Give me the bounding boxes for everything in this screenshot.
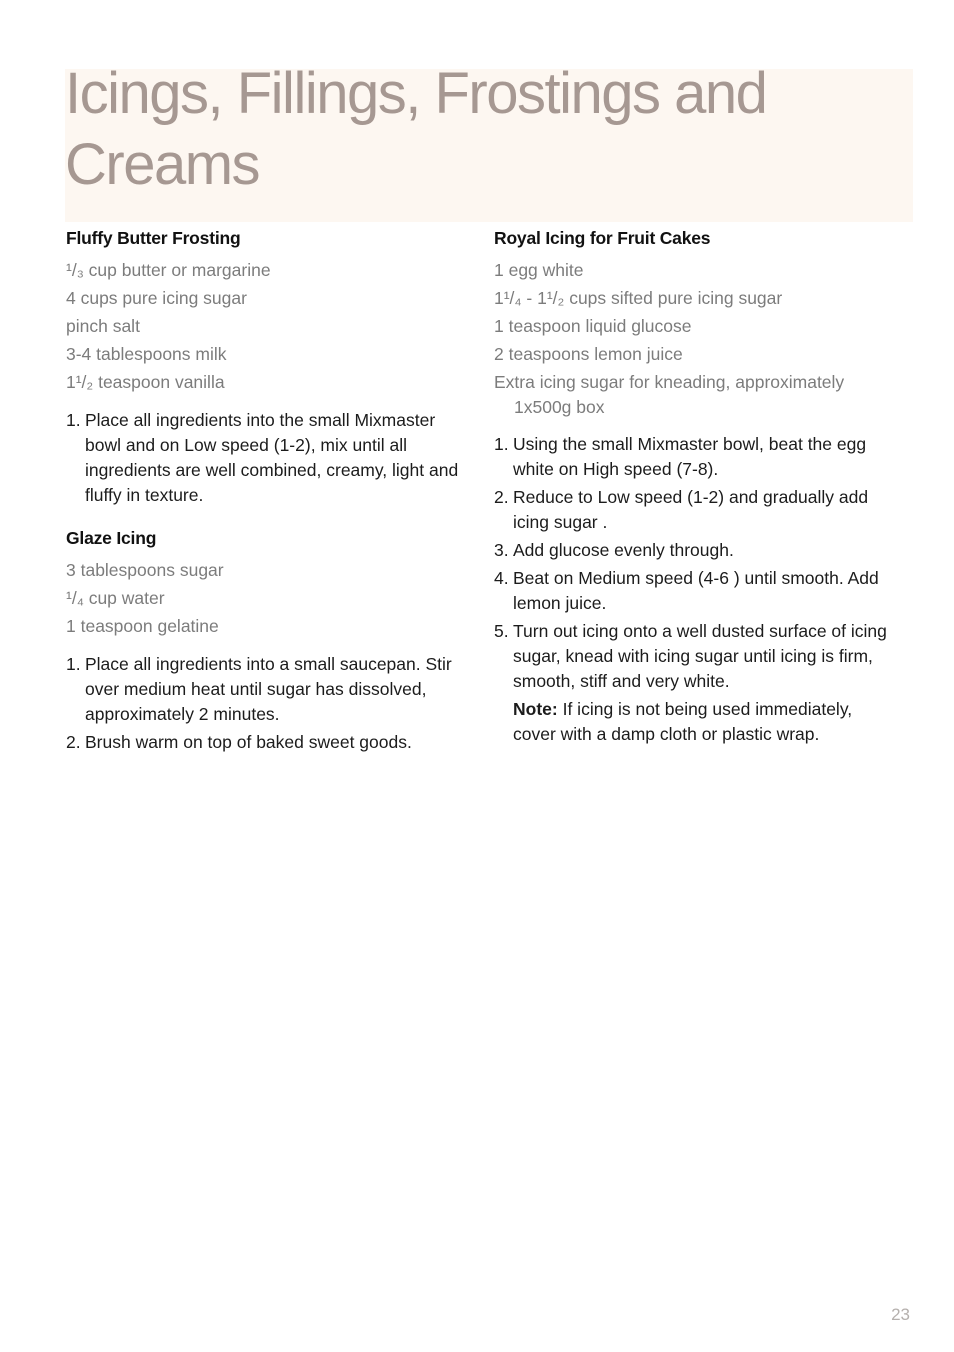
ingredient-list	[66, 556, 466, 640]
method-step	[494, 432, 889, 482]
method-step	[494, 566, 889, 616]
ingredient-item: 1¹/₂ teaspoon vanilla	[66, 372, 225, 392]
step-number: 3.	[494, 540, 509, 560]
method-step	[66, 730, 466, 755]
ingredient-item: 1 egg white	[494, 260, 584, 280]
method-steps	[66, 652, 466, 755]
method-steps	[66, 408, 466, 508]
step-number: 1.	[66, 654, 81, 674]
step-text: Turn out icing onto a well dusted surface of icing sugar, knead with icing sugar until icing is firm, smooth, stiff and very white.	[513, 621, 887, 691]
method-step	[66, 408, 466, 508]
ingredient-item: 3 tablespoons sugar	[66, 560, 224, 580]
step-text: Brush warm on top of baked sweet goods.	[85, 732, 412, 752]
step-text: Using the small Mixmaster bowl, beat the egg white on High speed (7-8).	[513, 434, 867, 479]
ingredient-item: 3-4 tablespoons milk	[66, 344, 227, 364]
ingredient-item: 1 teaspoon liquid glucose	[494, 316, 692, 336]
step-number: 1.	[494, 434, 509, 454]
recipe-heading: Fluffy Butter Frosting	[66, 228, 241, 248]
ingredient-item: 2 teaspoons lemon juice	[494, 344, 683, 364]
step-text: Reduce to Low speed (1-2) and gradually add icing sugar .	[513, 487, 869, 532]
ingredient-item: 1¹/₄ - 1¹/₂ cups sifted pure icing sugar	[494, 288, 783, 308]
method-steps	[494, 432, 889, 747]
recipe-glaze-icing	[66, 526, 466, 755]
ingredient-item: 4 cups pure icing sugar	[66, 288, 247, 308]
recipe-heading: Glaze Icing	[66, 528, 157, 548]
ingredient-item: pinch salt	[66, 316, 140, 336]
step-text: Add glucose evenly through.	[513, 540, 734, 560]
step-number: 2.	[494, 487, 509, 507]
method-step	[494, 485, 889, 535]
recipe-royal-icing	[494, 226, 889, 747]
method-step	[494, 619, 889, 747]
step-number: 1.	[66, 410, 81, 430]
step-text: Place all ingredients into a small saucepan. Stir over medium heat until sugar has dissolved, approximately 2 minutes.	[85, 654, 452, 724]
right-column	[494, 226, 889, 750]
page-number: 23	[891, 1305, 910, 1324]
step-number: 5.	[494, 621, 509, 641]
step-number: 4.	[494, 568, 509, 588]
recipe-heading: Royal Icing for Fruit Cakes	[494, 228, 711, 248]
left-column	[66, 226, 466, 758]
method-step	[66, 652, 466, 727]
note	[513, 697, 889, 747]
step-number: 2.	[66, 732, 81, 752]
step-text: Place all ingredients into the small Mixmaster bowl and on Low speed (1-2), mix until all ingredients are well combined, creamy, light and fluffy in texture.	[85, 410, 459, 505]
ingredient-list	[66, 256, 466, 396]
note-text: If icing is not being used immediately, cover with a damp cloth or plastic wrap.	[513, 699, 853, 744]
page-title: Icings, Fillings, Frostings and Creams	[65, 61, 767, 197]
ingredient-item: Extra icing sugar for kneading, approximately 1x500g box	[494, 372, 845, 417]
ingredient-item: ¹/₃ cup butter or margarine	[66, 260, 271, 280]
ingredient-list	[494, 256, 889, 420]
ingredient-item: ¹/₄ cup water	[66, 588, 165, 608]
recipe-fluffy-butter-frosting	[66, 226, 466, 508]
ingredient-item: 1 teaspoon gelatine	[66, 616, 219, 636]
step-text: Beat on Medium speed (4-6 ) until smooth. Add lemon juice.	[513, 568, 879, 613]
method-step	[494, 538, 889, 563]
note-label: Note:	[513, 699, 558, 719]
